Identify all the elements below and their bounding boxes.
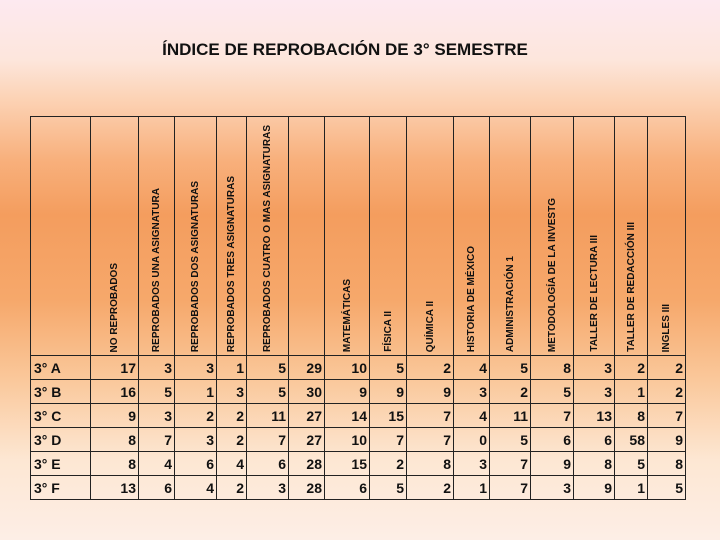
table-cell: 8 [574,452,615,476]
table-cell: 11 [490,404,531,428]
column-header [91,117,139,356]
table-cell: 2 [217,404,247,428]
column-header [247,117,289,356]
table-cell: 7 [531,404,574,428]
table-cell: 6 [175,452,217,476]
column-header-label: TALLER DE REDACCIÓN III [625,222,637,352]
group-label: 3° A [31,356,91,380]
column-header-label: REPROBADOS CUATRO O MAS ASIGNATURAS [262,124,273,352]
column-header-label: ADMINISTRACIÓN 1 [504,255,516,352]
reprobacion-table [30,116,686,500]
table-cell: 8 [91,452,139,476]
table-cell: 4 [454,404,490,428]
column-header [139,117,175,356]
column-header-label: INGLES III [661,303,672,352]
table-cell: 3 [531,476,574,500]
table-cell: 8 [531,356,574,380]
table-cell: 13 [574,404,615,428]
column-header-label: MATEMÁTICAS [341,278,353,352]
table-row [31,356,686,380]
table-cell: 17 [91,356,139,380]
header-corner [31,117,91,356]
table-cell: 30 [289,380,325,404]
table-cell: 3 [454,452,490,476]
table-cell: 6 [247,452,289,476]
table-cell: 11 [247,404,289,428]
column-header [325,117,370,356]
table-cell: 14 [325,404,370,428]
column-header [490,117,531,356]
table-cell: 3 [454,380,490,404]
table-cell: 5 [247,356,289,380]
table-cell: 2 [217,428,247,452]
group-label: 3° F [31,476,91,500]
column-header [574,117,615,356]
table-cell: 3 [574,356,615,380]
table-cell: 3 [139,404,175,428]
column-header-label: NO REPROBADOS [109,262,120,352]
table-row [31,428,686,452]
group-label: 3° C [31,404,91,428]
table-cell: 7 [370,428,407,452]
table-cell: 1 [615,476,648,500]
table-cell: 2 [615,356,648,380]
page-title: ÍNDICE DE REPROBACIÓN DE 3° SEMESTRE [162,40,528,59]
column-header [531,117,574,356]
column-header-label: METODOLOGÍA DE LA INVESTG [546,197,558,352]
column-header-label: REPROBADOS UNA ASIGNATURA [151,187,162,352]
column-header [217,117,247,356]
table-cell: 2 [217,476,247,500]
table-cell: 15 [325,452,370,476]
table-cell: 9 [325,380,370,404]
table-cell: 2 [407,356,454,380]
table-cell: 7 [648,404,686,428]
table-cell: 29 [289,356,325,380]
table-cell: 1 [615,380,648,404]
table-cell: 9 [91,404,139,428]
table-cell: 3 [175,356,217,380]
table-cell: 1 [217,356,247,380]
table-cell: 3 [175,428,217,452]
table-cell: 28 [289,452,325,476]
group-label: 3° B [31,380,91,404]
table-cell: 9 [574,476,615,500]
table-cell: 6 [531,428,574,452]
table-cell: 4 [454,356,490,380]
table-row [31,404,686,428]
column-header [648,117,686,356]
column-header [615,117,648,356]
table-cell: 4 [139,452,175,476]
table-cell: 27 [289,428,325,452]
table-cell: 9 [370,380,407,404]
table-cell: 16 [91,380,139,404]
table-cell: 2 [175,404,217,428]
table-cell: 2 [370,452,407,476]
table-cell: 13 [91,476,139,500]
table-row [31,380,686,404]
table-cell: 9 [407,380,454,404]
group-label: 3° E [31,452,91,476]
table-cell: 7 [490,476,531,500]
table-cell: 1 [175,380,217,404]
table-cell: 5 [490,428,531,452]
column-header [454,117,490,356]
table-cell: 7 [247,428,289,452]
table-cell: 2 [648,380,686,404]
table-cell: 5 [531,380,574,404]
column-header-label: HISTORIA DE MÉXICO [466,245,477,352]
column-header [407,117,454,356]
table-cell: 5 [370,476,407,500]
table-cell: 0 [454,428,490,452]
table-cell: 4 [175,476,217,500]
table-cell: 9 [648,428,686,452]
table-cell: 58 [615,428,648,452]
column-header-label: REPROBADOS TRES ASIGNATURAS [226,175,237,352]
column-header-label: REPROBADOS DOS ASIGNATURAS [190,180,201,352]
table-cell: 28 [289,476,325,500]
table-cell: 5 [139,380,175,404]
table-cell: 5 [615,452,648,476]
table-cell: 6 [325,476,370,500]
table-cell: 7 [490,452,531,476]
table-cell: 8 [615,404,648,428]
column-header [289,117,325,356]
table-cell: 3 [247,476,289,500]
table-cell: 5 [648,476,686,500]
table-cell: 5 [490,356,531,380]
column-header [370,117,407,356]
table-cell: 10 [325,356,370,380]
table-cell: 7 [407,428,454,452]
table-cell: 5 [247,380,289,404]
table-row [31,476,686,500]
table-cell: 9 [531,452,574,476]
table-cell: 2 [407,476,454,500]
table-cell: 15 [370,404,407,428]
table-cell: 8 [91,428,139,452]
column-header-label: TALLER DE LECTURA III [588,235,600,352]
table-cell: 3 [574,380,615,404]
table-cell: 3 [217,380,247,404]
table-cell: 8 [407,452,454,476]
table-cell: 1 [454,476,490,500]
table-cell: 2 [490,380,531,404]
column-header-label: QUÍMICA II [424,300,436,352]
table-row [31,452,686,476]
table-cell: 10 [325,428,370,452]
table-cell: 8 [648,452,686,476]
table-cell: 4 [217,452,247,476]
table-cell: 3 [139,356,175,380]
table-cell: 27 [289,404,325,428]
table-cell: 6 [139,476,175,500]
table-cell: 7 [139,428,175,452]
column-header [175,117,217,356]
column-header-label: FÍSICA II [382,311,394,352]
group-label: 3° D [31,428,91,452]
table-cell: 7 [407,404,454,428]
header-row [31,117,686,356]
table-cell: 5 [370,356,407,380]
table-cell: 6 [574,428,615,452]
table-cell: 2 [648,356,686,380]
